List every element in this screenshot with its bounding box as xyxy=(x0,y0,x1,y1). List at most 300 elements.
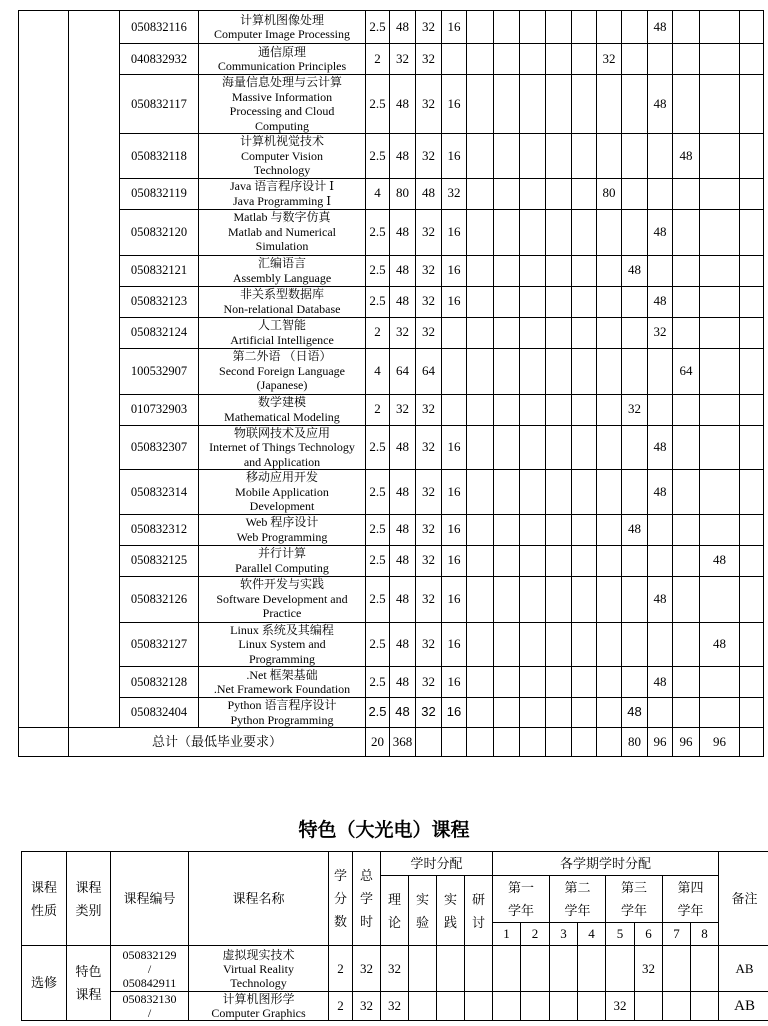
course-name-en: Technology xyxy=(253,163,311,177)
course-name-en: Python Programming xyxy=(230,712,334,727)
course-practice-hours xyxy=(467,286,494,317)
course-row xyxy=(19,514,764,545)
special-course-name-cn: 虚拟现实技术 xyxy=(222,947,295,962)
semester-hours: 32 xyxy=(597,44,622,75)
course-code: 050832123 xyxy=(120,286,199,317)
course-credits: 2.5 xyxy=(366,622,390,667)
course-practice-hours xyxy=(467,514,494,545)
course-name-cn: Python 语言程序设计 xyxy=(227,698,337,712)
course-name xyxy=(199,178,366,209)
course-name-en: Massive Information xyxy=(231,89,333,104)
semester-number: 6 xyxy=(635,923,663,946)
semester-hours xyxy=(572,11,597,44)
course-name-en: and Application xyxy=(243,454,321,469)
total-semester-hours xyxy=(572,728,597,757)
semester-hours xyxy=(700,44,740,75)
special-semester-hours xyxy=(521,992,550,1021)
header-seminar: 研讨 xyxy=(465,876,493,946)
course-total-hours: 48 xyxy=(390,286,416,317)
course-practice-hours xyxy=(467,134,494,179)
course-seminar-hours xyxy=(494,622,520,667)
course-seminar-hours xyxy=(494,470,520,515)
course-total-hours: 32 xyxy=(390,394,416,425)
semester-hours xyxy=(520,317,546,348)
semester-hours xyxy=(700,75,740,134)
semester-hours xyxy=(673,286,700,317)
course-category-cell xyxy=(69,11,120,728)
course-code: 010732903 xyxy=(120,394,199,425)
semester-hours xyxy=(700,394,740,425)
course-theory-hours: 48 xyxy=(416,178,442,209)
elective-course-table xyxy=(18,10,764,757)
semester-number: 7 xyxy=(663,923,691,946)
course-seminar-hours xyxy=(494,209,520,255)
semester-hours xyxy=(520,134,546,179)
semester-hours xyxy=(673,75,700,134)
course-remark xyxy=(740,348,764,394)
special-course-code-line: / xyxy=(147,1006,152,1020)
semester-hours xyxy=(546,286,572,317)
course-credits: 2.5 xyxy=(366,11,390,44)
course-name xyxy=(199,44,366,75)
course-seminar-hours xyxy=(494,425,520,470)
course-code: 100532907 xyxy=(120,348,199,394)
course-practice-hours xyxy=(467,698,494,728)
course-code: 050832125 xyxy=(120,545,199,576)
course-name-cn: 并行计算 xyxy=(257,546,306,560)
course-name xyxy=(199,698,366,728)
semester-hours xyxy=(597,576,622,622)
semester-hours xyxy=(622,545,648,576)
course-seminar-hours xyxy=(494,286,520,317)
course-lab-hours: 16 xyxy=(442,545,467,576)
semester-hours xyxy=(673,394,700,425)
semester-hours xyxy=(648,514,673,545)
course-lab-hours xyxy=(442,348,467,394)
special-course-hours-empty xyxy=(465,992,493,1021)
course-practice-hours xyxy=(467,470,494,515)
course-lab-hours: 16 xyxy=(442,75,467,134)
course-remark xyxy=(740,286,764,317)
total-semester-hours xyxy=(520,728,546,757)
course-name-en: Simulation xyxy=(255,239,309,254)
semester-hours xyxy=(700,470,740,515)
semester-number: 5 xyxy=(606,923,635,946)
course-remark xyxy=(740,11,764,44)
semester-hours xyxy=(572,317,597,348)
semester-hours: 48 xyxy=(648,286,673,317)
semester-hours xyxy=(673,470,700,515)
course-name-en: Artificial Intelligence xyxy=(230,332,334,347)
course-name xyxy=(199,667,366,698)
course-seminar-hours xyxy=(494,11,520,44)
course-lab-hours: 16 xyxy=(442,622,467,667)
course-name-en: Linux System and xyxy=(238,637,326,651)
semester-hours xyxy=(572,394,597,425)
special-course-name-en: Computer Graphics xyxy=(211,1006,306,1020)
semester-number: 3 xyxy=(550,923,578,946)
semester-hours: 48 xyxy=(648,11,673,44)
course-remark xyxy=(740,134,764,179)
semester-hours: 48 xyxy=(648,75,673,134)
course-remark xyxy=(740,470,764,515)
semester-hours xyxy=(597,425,622,470)
course-remark xyxy=(740,209,764,255)
total-semester-hours: 80 xyxy=(622,728,648,757)
semester-hours xyxy=(622,286,648,317)
semester-hours xyxy=(520,667,546,698)
course-theory-hours: 32 xyxy=(416,255,442,286)
semester-hours xyxy=(673,698,700,728)
semester-hours xyxy=(520,75,546,134)
semester-hours xyxy=(546,317,572,348)
course-theory-hours: 32 xyxy=(416,286,442,317)
course-practice-hours xyxy=(467,394,494,425)
special-semester-hours xyxy=(663,992,691,1021)
course-code: 050832314 xyxy=(120,470,199,515)
semester-hours xyxy=(546,134,572,179)
special-semester-hours xyxy=(691,946,719,992)
semester-number: 8 xyxy=(691,923,719,946)
special-course-code-line: 050832130 xyxy=(122,992,177,1006)
course-credits: 2.5 xyxy=(366,209,390,255)
course-practice-hours xyxy=(467,75,494,134)
course-total-hours: 64 xyxy=(390,348,416,394)
semester-hours xyxy=(673,44,700,75)
semester-hours xyxy=(700,576,740,622)
semester-hours xyxy=(572,134,597,179)
header-lab: 实验 xyxy=(409,876,437,946)
header-year-3: 第三学年 xyxy=(606,876,663,923)
course-name xyxy=(199,11,366,44)
course-lab-hours: 16 xyxy=(442,470,467,515)
course-remark xyxy=(740,514,764,545)
course-name-cn: Matlab 与数字仿真 xyxy=(233,210,331,225)
semester-hours xyxy=(546,209,572,255)
special-course-total-hours: 32 xyxy=(353,946,381,992)
special-course-remark: AB xyxy=(719,946,768,992)
semester-hours xyxy=(546,576,572,622)
semester-hours xyxy=(622,209,648,255)
course-theory-hours: 64 xyxy=(416,348,442,394)
total-row xyxy=(19,728,764,757)
semester-hours xyxy=(520,348,546,394)
course-lab-hours xyxy=(442,44,467,75)
semester-hours xyxy=(572,514,597,545)
course-name xyxy=(199,317,366,348)
semester-hours xyxy=(673,667,700,698)
semester-hours xyxy=(572,178,597,209)
header-course-code: 课程编号 xyxy=(111,852,189,946)
semester-hours xyxy=(700,698,740,728)
course-name-en: Practice xyxy=(262,606,302,621)
semester-hours: 32 xyxy=(648,317,673,348)
semester-hours xyxy=(597,317,622,348)
course-name xyxy=(199,286,366,317)
course-theory-hours: 32 xyxy=(416,545,442,576)
course-remark xyxy=(740,394,764,425)
course-practice-hours xyxy=(467,425,494,470)
special-semester-hours xyxy=(578,992,606,1021)
total-semester-hours xyxy=(546,728,572,757)
semester-hours xyxy=(700,514,740,545)
special-course-total-hours: 32 xyxy=(353,992,381,1021)
course-row xyxy=(19,667,764,698)
section-title: 特色（大光电）课程 xyxy=(298,819,470,841)
course-seminar-hours xyxy=(494,698,520,728)
semester-hours xyxy=(700,286,740,317)
course-code: 050832127 xyxy=(120,622,199,667)
course-theory-hours: 32 xyxy=(416,622,442,667)
semester-hours xyxy=(648,134,673,179)
course-total-hours: 48 xyxy=(390,255,416,286)
course-practice-hours xyxy=(467,317,494,348)
course-total-hours: 48 xyxy=(390,622,416,667)
semester-hours xyxy=(520,286,546,317)
course-seminar-hours xyxy=(494,394,520,425)
semester-hours xyxy=(546,622,572,667)
course-name-en: Computing xyxy=(254,118,309,133)
semester-hours xyxy=(597,11,622,44)
course-practice-hours xyxy=(467,545,494,576)
special-course-hours-empty xyxy=(465,946,493,992)
course-practice-hours xyxy=(467,44,494,75)
course-total-hours: 48 xyxy=(390,514,416,545)
semester-hours xyxy=(546,255,572,286)
course-row xyxy=(19,394,764,425)
total-empty-cell xyxy=(416,728,442,757)
course-credits: 2.5 xyxy=(366,255,390,286)
special-course-name-en: Virtual Reality xyxy=(223,961,294,976)
course-credits: 4 xyxy=(366,348,390,394)
course-name-en: Computer Vision xyxy=(240,148,324,163)
course-practice-hours xyxy=(467,255,494,286)
course-row xyxy=(19,134,764,179)
semester-hours xyxy=(572,545,597,576)
course-practice-hours xyxy=(467,622,494,667)
semester-hours: 48 xyxy=(622,698,648,728)
course-name-en: Processing and Cloud xyxy=(229,104,335,118)
course-name-en: Mathematical Modeling xyxy=(224,409,340,424)
semester-hours xyxy=(546,394,572,425)
course-remark xyxy=(740,622,764,667)
special-course-name-en: Technology xyxy=(230,975,287,990)
course-lab-hours: 16 xyxy=(442,11,467,44)
course-name xyxy=(199,134,366,179)
course-name xyxy=(199,622,366,667)
semester-hours: 48 xyxy=(648,470,673,515)
course-name-cn: 非关系型数据库 xyxy=(239,287,324,301)
course-name-en: Internet of Things Technology xyxy=(209,440,355,454)
semester-hours xyxy=(622,576,648,622)
course-theory-hours: 32 xyxy=(416,134,442,179)
semester-hours xyxy=(597,698,622,728)
special-course-name xyxy=(189,992,329,1021)
course-total-hours: 48 xyxy=(390,11,416,44)
course-name-en: .Net Framework Foundation xyxy=(213,682,351,696)
special-course-code-line: / xyxy=(147,961,152,976)
semester-hours xyxy=(673,545,700,576)
course-name-cn: 计算机视觉技术 xyxy=(239,134,324,148)
semester-hours xyxy=(546,698,572,728)
course-name xyxy=(199,209,366,255)
course-category xyxy=(67,946,111,1021)
course-row xyxy=(19,44,764,75)
semester-hours xyxy=(572,255,597,286)
semester-hours xyxy=(546,425,572,470)
semester-hours xyxy=(572,75,597,134)
course-theory-hours: 32 xyxy=(416,667,442,698)
special-course-hours-empty xyxy=(409,946,437,992)
special-course-code xyxy=(111,992,189,1021)
special-semester-hours: 32 xyxy=(606,992,635,1021)
course-name-cn: 第二外语 （日语） xyxy=(232,349,332,364)
course-seminar-hours xyxy=(494,75,520,134)
semester-hours xyxy=(622,470,648,515)
special-course-code xyxy=(111,946,189,992)
course-name-en: Computer Image Processing xyxy=(214,27,350,41)
course-row xyxy=(19,425,764,470)
semester-number: 2 xyxy=(521,923,550,946)
semester-hours xyxy=(597,545,622,576)
semester-hours xyxy=(700,425,740,470)
semester-hours xyxy=(648,255,673,286)
semester-hours xyxy=(572,698,597,728)
header-year-4: 第四学年 xyxy=(663,876,719,923)
semester-hours xyxy=(597,75,622,134)
course-lab-hours: 32 xyxy=(442,178,467,209)
semester-hours xyxy=(622,317,648,348)
total-credits: 20 xyxy=(366,728,390,757)
course-row xyxy=(19,286,764,317)
course-total-hours: 48 xyxy=(390,667,416,698)
course-lab-hours: 16 xyxy=(442,514,467,545)
semester-hours xyxy=(520,255,546,286)
total-semester-hours: 96 xyxy=(673,728,700,757)
semester-hours xyxy=(597,667,622,698)
course-name-en: Web Programming xyxy=(236,529,328,544)
header-total-hours: 总学时 xyxy=(353,852,381,946)
header-year-2: 第二学年 xyxy=(550,876,606,923)
special-semester-hours xyxy=(663,946,691,992)
course-name-en: Second Foreign Language xyxy=(219,363,345,378)
course-name xyxy=(199,255,366,286)
course-credits: 2.5 xyxy=(366,425,390,470)
total-remark xyxy=(740,728,764,757)
special-course-remark: AB xyxy=(719,992,768,1021)
course-remark xyxy=(740,576,764,622)
header-hours-distribution: 学时分配 xyxy=(381,852,493,876)
header-year-1: 第一学年 xyxy=(493,876,550,923)
semester-hours xyxy=(546,44,572,75)
header-remark: 备注 xyxy=(719,852,768,946)
course-seminar-hours xyxy=(494,576,520,622)
course-theory-hours: 32 xyxy=(416,75,442,134)
semester-hours xyxy=(520,576,546,622)
semester-hours xyxy=(572,286,597,317)
course-seminar-hours xyxy=(494,514,520,545)
semester-hours xyxy=(520,698,546,728)
semester-hours xyxy=(700,255,740,286)
course-name-en: Assembly Language xyxy=(232,270,332,285)
special-course-table xyxy=(21,851,768,1021)
course-total-hours: 80 xyxy=(390,178,416,209)
header-theory: 理论 xyxy=(381,876,409,946)
course-code: 050832128 xyxy=(120,667,199,698)
course-lab-hours xyxy=(442,394,467,425)
course-remark xyxy=(740,545,764,576)
course-remark xyxy=(740,425,764,470)
course-row xyxy=(19,470,764,515)
semester-hours: 48 xyxy=(648,667,673,698)
semester-hours: 48 xyxy=(622,255,648,286)
special-course-theory: 32 xyxy=(381,992,409,1021)
course-credits: 2.5 xyxy=(366,286,390,317)
course-lab-hours: 16 xyxy=(442,209,467,255)
course-theory-hours: 32 xyxy=(416,11,442,44)
course-practice-hours xyxy=(467,11,494,44)
total-label: 总计（最低毕业要求） xyxy=(69,728,366,757)
total-empty-cell xyxy=(467,728,494,757)
course-total-hours: 48 xyxy=(390,576,416,622)
course-theory-hours: 32 xyxy=(416,394,442,425)
semester-hours xyxy=(546,470,572,515)
semester-hours xyxy=(597,286,622,317)
course-total-hours: 32 xyxy=(390,44,416,75)
course-practice-hours xyxy=(467,178,494,209)
semester-hours xyxy=(673,255,700,286)
semester-hours xyxy=(622,425,648,470)
semester-hours: 48 xyxy=(648,576,673,622)
semester-hours xyxy=(622,75,648,134)
course-name xyxy=(199,576,366,622)
course-code: 050832119 xyxy=(120,178,199,209)
semester-hours xyxy=(597,255,622,286)
semester-hours xyxy=(622,178,648,209)
course-remark xyxy=(740,255,764,286)
course-lab-hours: 16 xyxy=(442,576,467,622)
course-theory-hours: 32 xyxy=(416,44,442,75)
course-credits: 2 xyxy=(366,44,390,75)
special-course-theory: 32 xyxy=(381,946,409,992)
course-theory-hours: 32 xyxy=(416,514,442,545)
semester-hours xyxy=(673,514,700,545)
semester-hours xyxy=(673,425,700,470)
course-code: 050832312 xyxy=(120,514,199,545)
course-name xyxy=(199,514,366,545)
total-hours: 368 xyxy=(390,728,416,757)
course-theory-hours: 32 xyxy=(416,209,442,255)
semester-hours xyxy=(572,576,597,622)
semester-hours xyxy=(622,134,648,179)
semester-hours xyxy=(520,425,546,470)
course-name xyxy=(199,470,366,515)
semester-hours xyxy=(673,317,700,348)
semester-hours xyxy=(648,698,673,728)
course-code: 050832126 xyxy=(120,576,199,622)
course-remark xyxy=(740,178,764,209)
course-lab-hours xyxy=(442,317,467,348)
course-name-cn: 通信原理 xyxy=(257,44,306,59)
course-total-hours: 48 xyxy=(390,545,416,576)
semester-hours xyxy=(622,622,648,667)
semester-hours xyxy=(648,44,673,75)
semester-hours xyxy=(546,11,572,44)
special-course-name-cn: 计算机图形学 xyxy=(222,992,295,1006)
course-credits: 2.5 xyxy=(366,667,390,698)
special-course-hours-empty xyxy=(437,992,465,1021)
course-code: 050832117 xyxy=(120,75,199,134)
